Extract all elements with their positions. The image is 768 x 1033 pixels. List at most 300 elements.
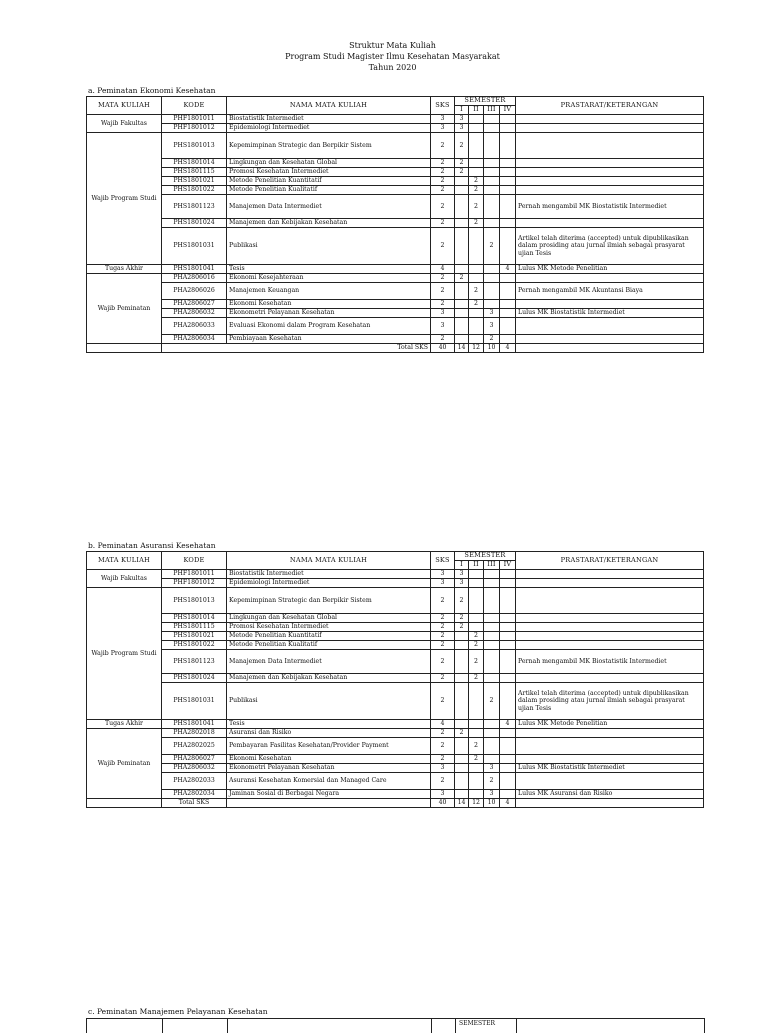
course-note: Pernah mengambil MK Biostatistik Intermediet [516, 650, 704, 674]
course-name: Biostatistik Intermediet [227, 570, 431, 579]
semester-cell [500, 318, 516, 335]
course-note [516, 623, 704, 632]
course-sks: 2 [431, 219, 455, 228]
title-line-3: Tahun 2020 [368, 63, 417, 72]
semester-cell [469, 790, 484, 799]
semester-cell [469, 720, 484, 729]
category-cell: Tugas Akhir [87, 720, 162, 729]
course-sks: 2 [431, 159, 455, 168]
semester-cell: 2 [455, 729, 469, 738]
course-name: Ekonomi Kesehatan [227, 300, 431, 309]
course-name: Ekonometri Pelayanan Kesehatan [227, 309, 431, 318]
course-name: Metode Penelitian Kualitatif [227, 641, 431, 650]
table-row [87, 309, 704, 318]
course-name: Kepemimpinan Strategic dan Berpikir Sistem [227, 133, 431, 159]
course-code: PHS1801014 [162, 614, 227, 623]
course-note [516, 115, 704, 124]
total-semester: 10 [484, 344, 500, 353]
semester-cell [455, 283, 469, 300]
header-nama: NAMA MATA KULIAH [227, 552, 431, 570]
course-name: Tesis [227, 720, 431, 729]
table-row [87, 300, 704, 309]
semester-cell [455, 335, 469, 344]
semester-cell: 3 [484, 309, 500, 318]
semester-cell: 2 [469, 186, 484, 195]
semester-cell [455, 720, 469, 729]
course-sks: 2 [431, 614, 455, 623]
course-name: Ekonomi Kesejahteraan [227, 274, 431, 283]
course-table-manajemen-partial [86, 1018, 705, 1033]
course-code: PHS1801031 [162, 683, 227, 720]
semester-cell [469, 570, 484, 579]
table-row [87, 674, 704, 683]
semester-cell [484, 124, 500, 133]
course-sks: 2 [431, 674, 455, 683]
semester-header: SEMESTER [459, 1020, 496, 1027]
header-mata-kuliah: MATA KULIAH [87, 552, 162, 570]
course-name: Asuransi Kesehatan Komersial dan Managed Care [227, 773, 431, 790]
table-row [87, 228, 704, 265]
semester-cell [500, 159, 516, 168]
semester-cell [455, 228, 469, 265]
course-sks: 2 [431, 632, 455, 641]
semester-cell: 2 [469, 674, 484, 683]
header-nama: NAMA MATA KULIAH [227, 97, 431, 115]
table-row [87, 683, 704, 720]
semester-cell [500, 195, 516, 219]
course-name: Jaminan Sosial di Berbagai Negara [227, 790, 431, 799]
course-name: Lingkungan dan Kesehatan Global [227, 614, 431, 623]
total-sks: 40 [431, 344, 455, 353]
course-name: Asuransi dan Risiko [227, 729, 431, 738]
course-name: Manajemen Data Intermediet [227, 650, 431, 674]
course-sks: 2 [431, 755, 455, 764]
course-name: Manajemen dan Kebijakan Kesehatan [227, 219, 431, 228]
course-note: Artikel telah diterima (accepted) untuk dipublikasikan dalam prosiding atau jurnal ilmiah sebagai prasyarat ujian Tesis [516, 228, 704, 265]
header-semester: SEMESTER [455, 97, 516, 106]
course-code: PHS1801021 [162, 177, 227, 186]
header-mata-kuliah: MATA KULIAH [87, 97, 162, 115]
table-row [87, 265, 704, 274]
table-row [87, 764, 704, 773]
semester-cell [500, 641, 516, 650]
course-note: Lulus MK Biostatistik Intermediet [516, 309, 704, 318]
semester-cell [500, 683, 516, 720]
course-code: PHA2806027 [162, 755, 227, 764]
semester-cell: 3 [455, 124, 469, 133]
total-row [87, 344, 704, 353]
course-code: PHA2802033 [162, 773, 227, 790]
semester-cell [484, 570, 500, 579]
course-sks: 3 [431, 309, 455, 318]
semester-cell [484, 720, 500, 729]
table-row [87, 283, 704, 300]
semester-cell [500, 764, 516, 773]
course-code: PHA2802025 [162, 738, 227, 755]
semester-cell [469, 115, 484, 124]
semester-cell [455, 632, 469, 641]
semester-cell [484, 168, 500, 177]
course-code: PHS1801123 [162, 195, 227, 219]
total-semester: 10 [484, 799, 500, 808]
semester-cell [455, 738, 469, 755]
course-name: Tesis [227, 265, 431, 274]
course-note [516, 641, 704, 650]
semester-cell [469, 335, 484, 344]
header-sks: SKS [431, 97, 455, 115]
semester-cell [469, 623, 484, 632]
semester-cell [469, 168, 484, 177]
course-sks: 3 [431, 790, 455, 799]
course-code: PHS1801031 [162, 228, 227, 265]
course-sks: 2 [431, 683, 455, 720]
course-note [516, 632, 704, 641]
course-code: PHF1801011 [162, 570, 227, 579]
course-code: PHA2806027 [162, 300, 227, 309]
course-sks: 2 [431, 133, 455, 159]
total-note [516, 799, 704, 808]
header-prastarat: PRASTARAT/KETERANGAN [516, 97, 704, 115]
table-row [87, 133, 704, 159]
semester-cell [469, 729, 484, 738]
table-row [87, 570, 704, 579]
semester-cell [484, 674, 500, 683]
semester-cell [484, 265, 500, 274]
semester-cell [455, 177, 469, 186]
semester-cell [500, 588, 516, 614]
course-note [516, 773, 704, 790]
course-sks: 3 [431, 579, 455, 588]
section-c-title: c. Peminatan Manajemen Pelayanan Kesehatan [88, 1007, 268, 1016]
course-note [516, 579, 704, 588]
semester-cell [500, 738, 516, 755]
semester-cell [500, 755, 516, 764]
semester-cell [500, 186, 516, 195]
course-code: PHF1801012 [162, 579, 227, 588]
course-code: PHS1801024 [162, 674, 227, 683]
course-code: PHS1801022 [162, 186, 227, 195]
course-code: PHA2806032 [162, 309, 227, 318]
table-row [87, 614, 704, 623]
semester-cell [455, 318, 469, 335]
semester-cell: 2 [455, 274, 469, 283]
section-a-title: a. Peminatan Ekonomi Kesehatan [88, 86, 216, 95]
semester-cell [500, 674, 516, 683]
course-note [516, 300, 704, 309]
course-note [516, 614, 704, 623]
course-note [516, 335, 704, 344]
total-semester: 4 [500, 799, 516, 808]
course-note [516, 219, 704, 228]
title-line-1: Struktur Mata Kuliah [349, 41, 436, 50]
course-note [516, 186, 704, 195]
table-row [87, 177, 704, 186]
semester-cell [500, 773, 516, 790]
course-note [516, 168, 704, 177]
table-row [87, 790, 704, 799]
course-code: PHA2806034 [162, 335, 227, 344]
semester-cell [500, 133, 516, 159]
category-cell: Wajib Program Studi [87, 133, 162, 265]
course-name: Epidemiologi Intermediet [227, 579, 431, 588]
course-code: PHS1801022 [162, 641, 227, 650]
semester-cell [469, 773, 484, 790]
semester-cell [484, 579, 500, 588]
semester-cell [484, 755, 500, 764]
total-label: Total SKS [162, 799, 227, 808]
semester-cell [469, 159, 484, 168]
course-sks: 2 [431, 588, 455, 614]
course-code: PHS1801123 [162, 650, 227, 674]
course-code: PHS1801013 [162, 588, 227, 614]
course-code: PHA2806026 [162, 283, 227, 300]
table-row [87, 168, 704, 177]
semester-cell [500, 579, 516, 588]
semester-cell [484, 641, 500, 650]
header-kode: KODE [162, 552, 227, 570]
section-b-title: b. Peminatan Asuransi Kesehatan [88, 541, 216, 550]
course-note: Lulus MK Metode Penelitian [516, 720, 704, 729]
course-name: Ekonometri Pelayanan Kesehatan [227, 764, 431, 773]
course-note [516, 738, 704, 755]
course-name: Biostatistik Intermediet [227, 115, 431, 124]
semester-cell [455, 641, 469, 650]
semester-cell [500, 729, 516, 738]
header-prastarat: PRASTARAT/KETERANGAN [516, 552, 704, 570]
course-sks: 2 [431, 300, 455, 309]
course-name: Publikasi [227, 228, 431, 265]
semester-cell: 2 [469, 300, 484, 309]
semester-cell: 2 [484, 773, 500, 790]
course-name: Metode Penelitian Kuantitatif [227, 177, 431, 186]
semester-cell: 2 [469, 755, 484, 764]
semester-cell [469, 265, 484, 274]
course-sks: 2 [431, 274, 455, 283]
semester-cell [484, 588, 500, 614]
semester-cell [469, 228, 484, 265]
course-code: PHS1801013 [162, 133, 227, 159]
table-row [87, 729, 704, 738]
course-sks: 3 [431, 764, 455, 773]
course-code: PHS1801021 [162, 632, 227, 641]
header-semester: SEMESTER [455, 552, 516, 561]
semester-cell [484, 115, 500, 124]
table-row [87, 623, 704, 632]
table-row [87, 632, 704, 641]
header-kode: KODE [162, 97, 227, 115]
course-table-asuransi [86, 551, 704, 808]
semester-cell [484, 632, 500, 641]
semester-cell: 2 [469, 650, 484, 674]
course-sks: 2 [431, 195, 455, 219]
header-semester-2: II [469, 106, 484, 115]
category-cell: Wajib Peminatan [87, 274, 162, 344]
course-name: Evaluasi Ekonomi dalam Program Kesehatan [227, 318, 431, 335]
table-row [87, 219, 704, 228]
header-semester-3: III [484, 561, 500, 570]
course-sks: 2 [431, 186, 455, 195]
semester-cell [469, 309, 484, 318]
semester-cell [469, 764, 484, 773]
semester-cell: 2 [469, 283, 484, 300]
course-name: Lingkungan dan Kesehatan Global [227, 159, 431, 168]
course-note [516, 674, 704, 683]
header-semester-4: IV [500, 106, 516, 115]
course-sks: 2 [431, 623, 455, 632]
table-row [87, 579, 704, 588]
semester-cell: 3 [455, 579, 469, 588]
course-note [516, 159, 704, 168]
semester-cell: 2 [484, 228, 500, 265]
course-code: PHS1801041 [162, 720, 227, 729]
course-note [516, 729, 704, 738]
course-code: PHS1801115 [162, 168, 227, 177]
semester-cell: 3 [455, 570, 469, 579]
course-code: PHA2802018 [162, 729, 227, 738]
table-row [87, 755, 704, 764]
category-cell: Wajib Fakultas [87, 115, 162, 133]
course-sks: 4 [431, 720, 455, 729]
semester-cell: 3 [484, 318, 500, 335]
semester-cell [484, 623, 500, 632]
course-sks: 2 [431, 650, 455, 674]
course-note [516, 133, 704, 159]
course-sks: 2 [431, 738, 455, 755]
category-cell: Wajib Peminatan [87, 729, 162, 799]
course-sks: 4 [431, 265, 455, 274]
semester-cell [500, 168, 516, 177]
semester-cell [500, 309, 516, 318]
semester-cell [469, 274, 484, 283]
course-sks: 3 [431, 115, 455, 124]
total-semester: 14 [455, 799, 469, 808]
semester-cell [469, 683, 484, 720]
course-sks: 3 [431, 570, 455, 579]
course-code: PHF1801011 [162, 115, 227, 124]
semester-cell [484, 729, 500, 738]
semester-cell [455, 195, 469, 219]
semester-cell [469, 318, 484, 335]
category-cell: Tugas Akhir [87, 265, 162, 274]
semester-cell: 2 [469, 738, 484, 755]
semester-cell: 2 [455, 168, 469, 177]
total-sks: 40 [431, 799, 455, 808]
semester-cell [484, 650, 500, 674]
course-sks: 2 [431, 773, 455, 790]
table-row [87, 335, 704, 344]
semester-cell: 3 [455, 115, 469, 124]
semester-cell [469, 124, 484, 133]
semester-cell: 2 [484, 683, 500, 720]
semester-cell: 4 [500, 265, 516, 274]
semester-cell [500, 274, 516, 283]
semester-cell: 4 [500, 720, 516, 729]
header-semester-2: II [469, 561, 484, 570]
semester-cell [484, 283, 500, 300]
semester-cell [500, 228, 516, 265]
semester-cell [500, 115, 516, 124]
course-table-ekonomi [86, 96, 704, 353]
course-name: Publikasi [227, 683, 431, 720]
course-note [516, 588, 704, 614]
semester-cell: 2 [455, 614, 469, 623]
table-row [87, 650, 704, 674]
semester-cell [484, 186, 500, 195]
semester-cell [484, 219, 500, 228]
semester-cell: 2 [455, 159, 469, 168]
header-semester-1: I [455, 106, 469, 115]
semester-cell: 2 [455, 133, 469, 159]
table-row [87, 738, 704, 755]
course-note [516, 318, 704, 335]
title-line-2: Program Studi Magister Ilmu Kesehatan Masyarakat [285, 52, 500, 61]
total-semester: 14 [455, 344, 469, 353]
semester-cell: 3 [484, 764, 500, 773]
semester-cell [455, 309, 469, 318]
total-label: Total SKS [162, 344, 431, 353]
table-row [87, 186, 704, 195]
semester-cell [455, 219, 469, 228]
semester-cell [484, 614, 500, 623]
semester-cell [500, 219, 516, 228]
course-name: Metode Penelitian Kuantitatif [227, 632, 431, 641]
total-empty [227, 799, 431, 808]
semester-cell [500, 177, 516, 186]
course-name: Kepemimpinan Strategic dan Berpikir Sistem [227, 588, 431, 614]
course-note: Pernah mengambil MK Akuntansi Biaya [516, 283, 704, 300]
course-note [516, 570, 704, 579]
course-note: Pernah mengambil MK Biostatistik Intermediet [516, 195, 704, 219]
course-sks: 2 [431, 168, 455, 177]
course-sks: 2 [431, 228, 455, 265]
table-row [87, 195, 704, 219]
course-sks: 2 [431, 335, 455, 344]
semester-cell [500, 124, 516, 133]
semester-cell [500, 335, 516, 344]
course-code: PHA2802034 [162, 790, 227, 799]
document-title [0, 40, 768, 73]
semester-cell [469, 133, 484, 159]
course-note: Lulus MK Metode Penelitian [516, 265, 704, 274]
course-note: Lulus MK Biostatistik Intermediet [516, 764, 704, 773]
semester-cell [500, 623, 516, 632]
semester-cell [455, 755, 469, 764]
semester-cell [455, 674, 469, 683]
course-name: Metode Penelitian Kualitatif [227, 186, 431, 195]
semester-cell [455, 790, 469, 799]
course-name: Manajemen dan Kebijakan Kesehatan [227, 674, 431, 683]
table-row [87, 720, 704, 729]
semester-cell [484, 195, 500, 219]
semester-cell [469, 614, 484, 623]
semester-cell [455, 773, 469, 790]
course-note [516, 755, 704, 764]
course-name: Epidemiologi Intermediet [227, 124, 431, 133]
semester-cell [455, 683, 469, 720]
course-sks: 2 [431, 729, 455, 738]
semester-cell: 2 [469, 632, 484, 641]
header-semester-3: III [484, 106, 500, 115]
semester-cell: 2 [469, 641, 484, 650]
course-note [516, 274, 704, 283]
semester-cell [455, 265, 469, 274]
course-code: PHS1801115 [162, 623, 227, 632]
semester-cell: 2 [484, 335, 500, 344]
total-semester: 4 [500, 344, 516, 353]
semester-cell [469, 588, 484, 614]
semester-cell [500, 614, 516, 623]
semester-cell [455, 650, 469, 674]
